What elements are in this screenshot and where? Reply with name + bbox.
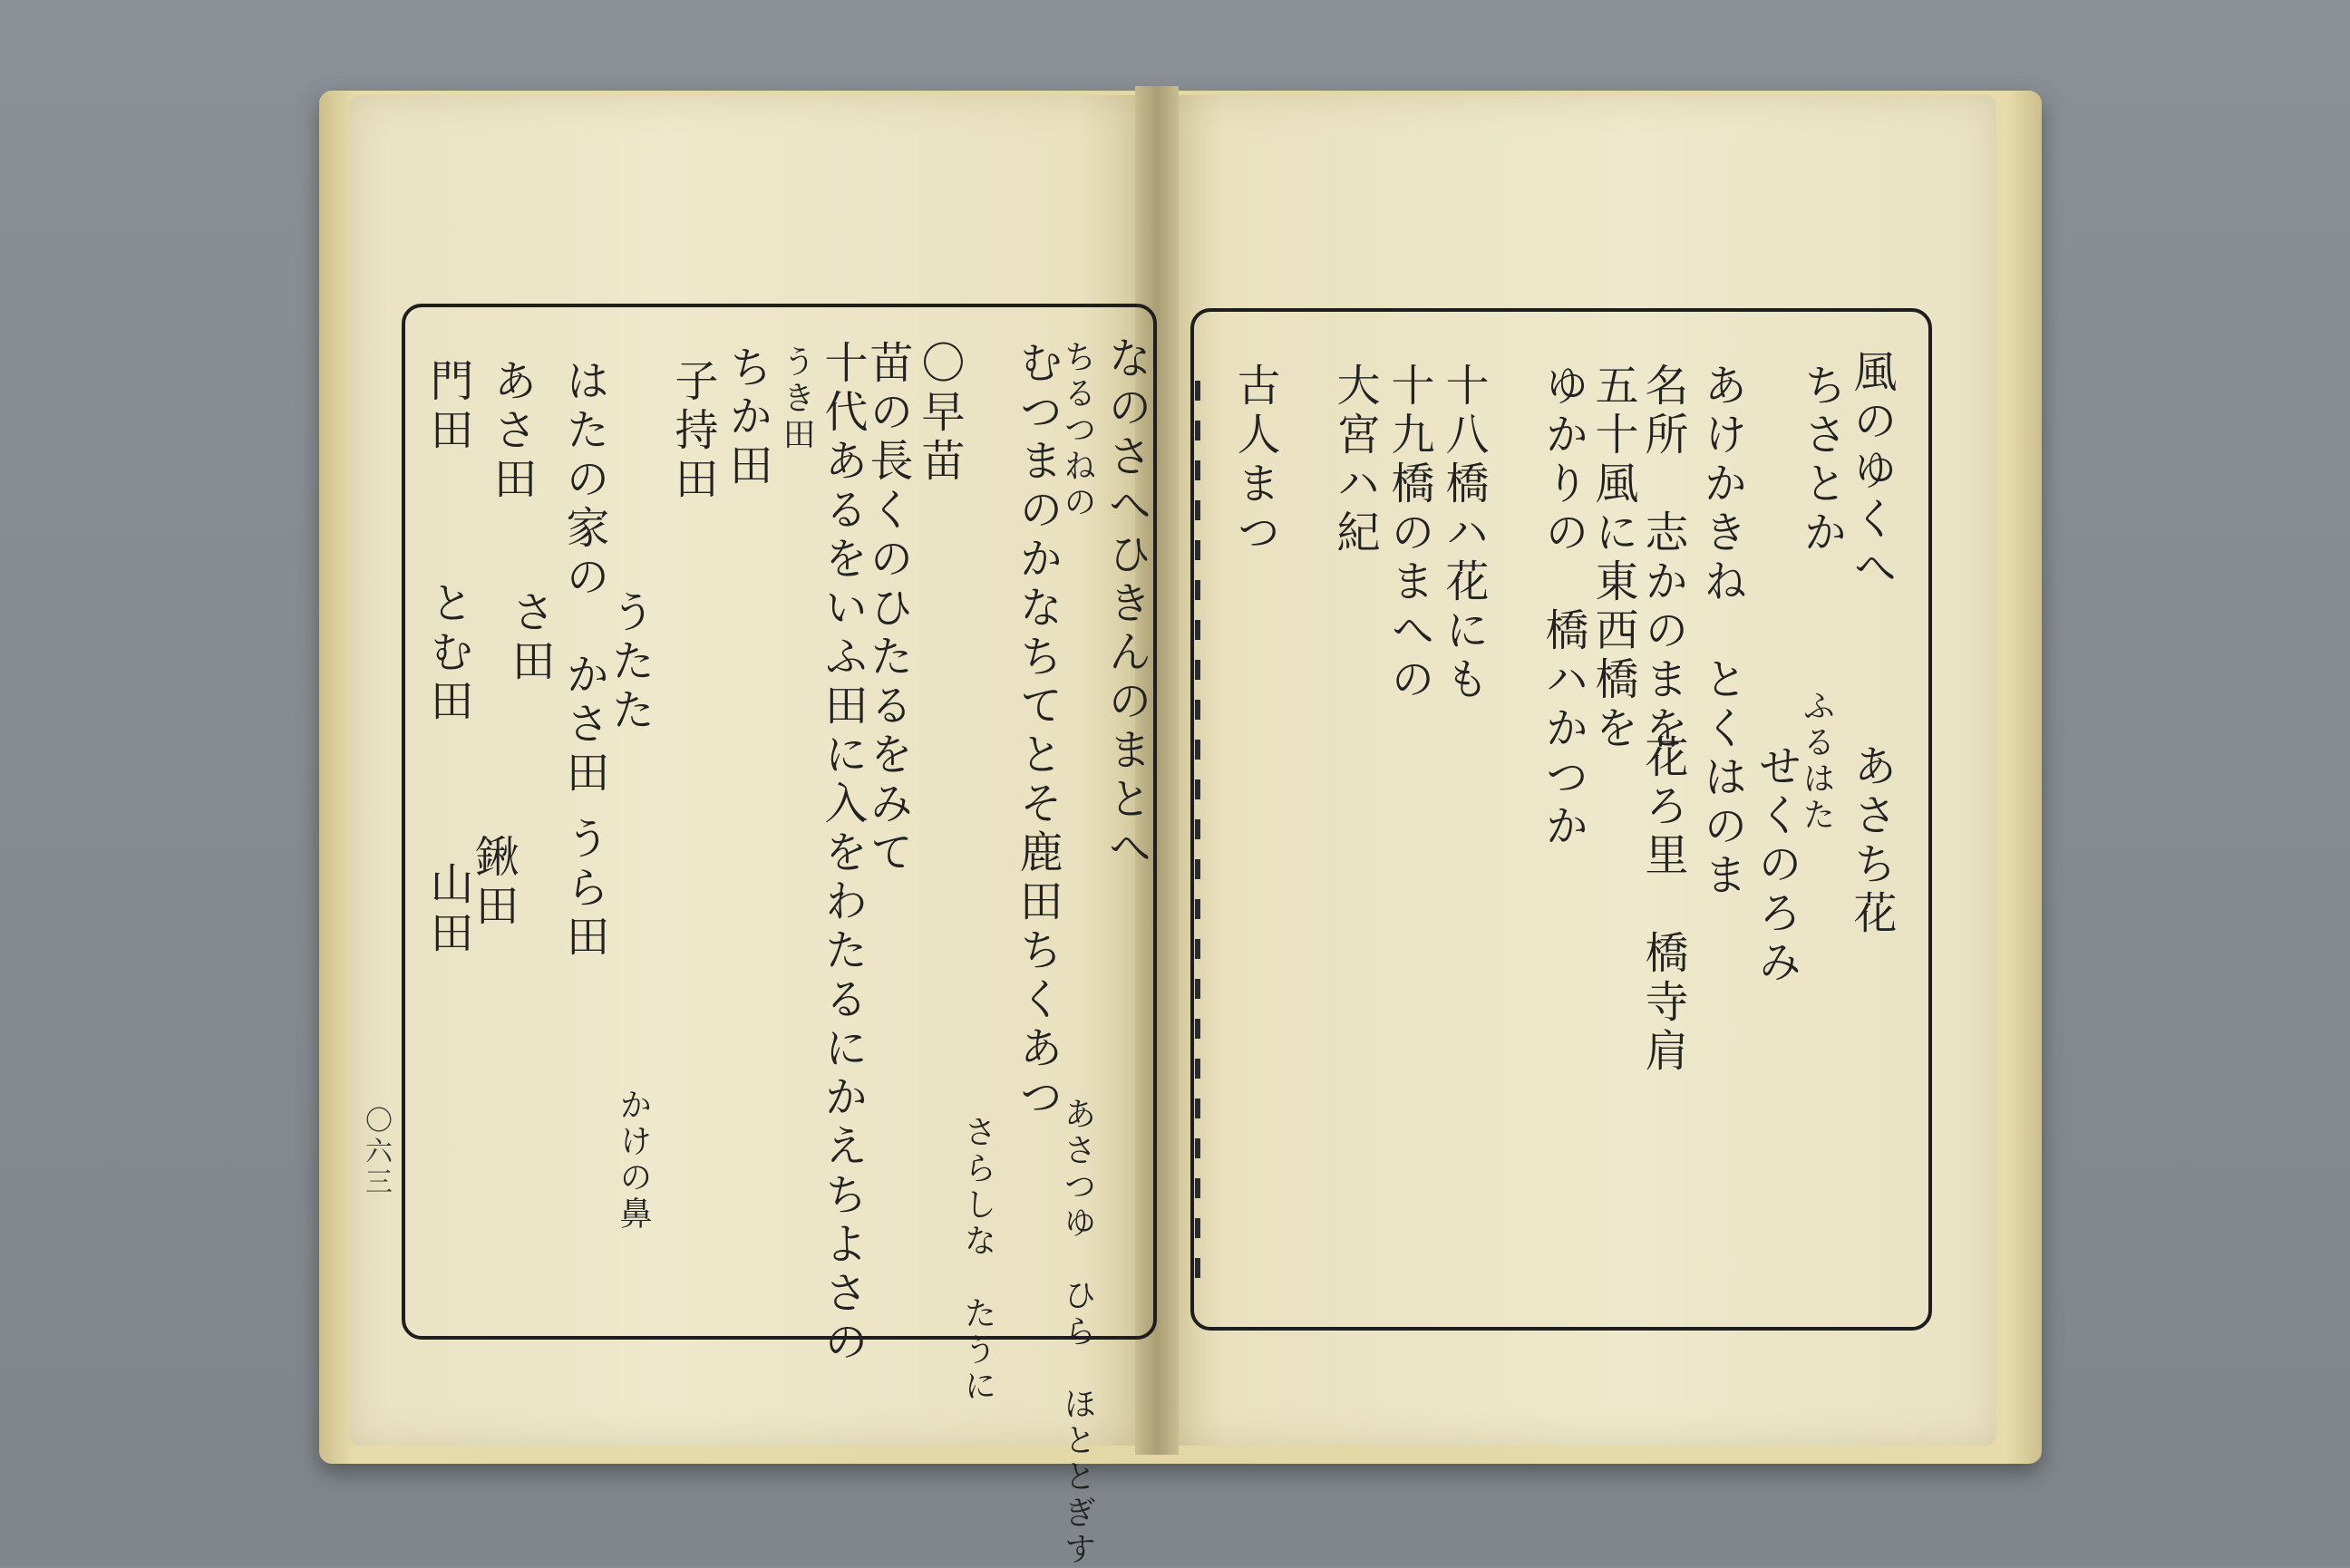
text-column: あけかきね とくはのま [1696,363,1747,901]
text-column: かけの鼻 [615,1088,652,1233]
text-column: ゆかりの 橋ハかつか [1538,363,1588,852]
text-column: とむ田 [422,580,473,727]
text-column: ちるつねの [1059,340,1096,521]
text-column: ちさとか [1796,363,1847,558]
dashed-rule [1195,381,1200,1296]
text-column: むつまのかなちてとそ鹿田ちくあつ [1012,340,1063,1123]
text-column: 大宮ハ紀 [1329,363,1380,558]
text-column: 子持田 [667,358,718,505]
text-column: 十九橋のまへの [1384,363,1434,705]
text-column: うら田 [558,816,609,963]
text-column: 名所 志かのまを [1637,363,1688,754]
text-column: うき田 [778,344,815,453]
text-column: せくのろみ [1751,743,1801,988]
text-column: 古人まつ [1229,363,1280,558]
text-column: さらしな たうに [959,1115,996,1405]
text-column: 十八橋ハ花にも [1438,363,1489,705]
text-column: あさち花 [1846,743,1897,939]
section-heading: 〇早苗 [914,340,965,487]
text-column: 苗の長くのひたるをみて [862,340,913,878]
text-column: はたの家の かさ田 [558,358,609,799]
text-column: あさ田 [486,358,537,505]
text-column: ちか田 [722,344,772,491]
text-column: なのさへひきんのまとへ [1101,335,1151,874]
text-column: 花ろ里 橋寺肩 [1637,734,1688,1077]
text-column: 門田 [422,358,473,456]
text-column: 五十風に東西橋を [1588,363,1638,754]
text-column: さ田 [504,589,555,687]
text-column: 十代あるをいふ田に入をわたるにかえちよさの [817,340,868,1368]
text-column: 山田 [422,861,473,959]
text-column: 風のゆくへ [1846,349,1897,594]
text-column: 鍬田 [468,834,519,932]
text-column: うたた [604,589,655,736]
page-number: 〇六三 [360,1106,392,1198]
text-column: ふるはた [1798,689,1835,834]
text-column: あさつゆ ひら ほととぎす [1059,1097,1096,1568]
